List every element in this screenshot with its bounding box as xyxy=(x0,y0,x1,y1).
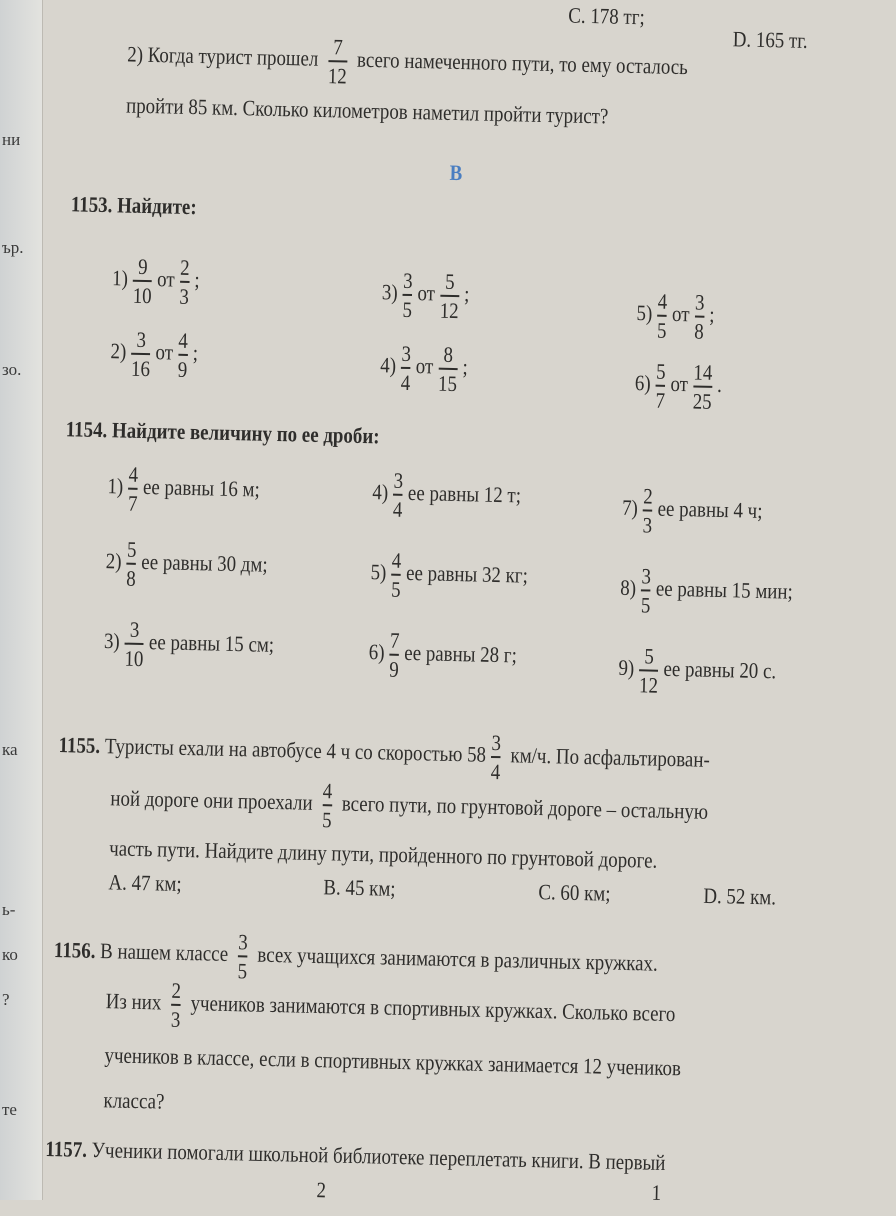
fraction-bar xyxy=(125,643,144,645)
fraction-bar xyxy=(440,295,459,297)
fraction-bar xyxy=(328,60,347,62)
text: Туристы ехали на автобусе 4 ч со скоростью 58 xyxy=(104,733,487,767)
answer-option-a: A. 47 км; xyxy=(108,869,182,896)
fraction xyxy=(657,290,668,342)
fraction-bar xyxy=(695,316,704,318)
text: всех учащихся занимаются в различных кружках. xyxy=(257,941,659,976)
partial-numerator: 2 xyxy=(316,1177,327,1203)
item-number: 2) xyxy=(110,338,127,364)
fraction xyxy=(171,979,182,1031)
of-word: от xyxy=(417,280,436,306)
fraction xyxy=(133,255,153,307)
problem-1156-line4: класса? xyxy=(103,1087,165,1114)
exercise-item xyxy=(110,327,199,381)
denominator: 5 xyxy=(402,296,413,322)
punctuation: ; xyxy=(192,339,199,366)
problem-title: Найдите величину по ее дроби: xyxy=(111,417,380,449)
fraction xyxy=(438,343,458,395)
fraction-bar xyxy=(390,654,399,656)
item-number: 3) xyxy=(103,628,121,654)
item-number: 1) xyxy=(107,473,124,499)
text: 2) Когда турист прошел xyxy=(127,41,319,71)
margin-fragment: ни xyxy=(2,130,21,149)
numerator: 3 xyxy=(641,563,652,589)
fraction-bar xyxy=(171,1004,180,1006)
exercise-item xyxy=(372,468,522,523)
item-number: 5) xyxy=(636,300,653,326)
exercise-item xyxy=(105,537,268,592)
item-text: ее равны 20 с. xyxy=(663,655,777,684)
text: учеников занимаются в спортивных кружках. Сколько всего xyxy=(190,990,676,1027)
item-text: ее равны 16 м; xyxy=(142,473,261,502)
fraction-bar xyxy=(639,669,658,671)
denominator: 4 xyxy=(392,496,403,522)
problem-number: 1153. xyxy=(70,191,113,218)
fraction xyxy=(237,930,248,982)
denominator: 7 xyxy=(127,490,138,516)
text: всего пути, по грунтовой дороге – остальную xyxy=(341,790,709,824)
numerator: 2 xyxy=(179,254,190,281)
numerator: 3 xyxy=(393,467,404,493)
fraction-bar xyxy=(322,804,331,806)
exercise-item xyxy=(107,462,260,517)
partial-numerator: 1 xyxy=(651,1179,662,1205)
denominator: 25 xyxy=(692,388,712,414)
exercise-item xyxy=(380,341,469,395)
fraction-bar xyxy=(128,488,137,490)
exercise-item xyxy=(618,644,777,699)
denominator: 10 xyxy=(124,645,144,671)
of-word: от xyxy=(670,370,689,397)
item-text: ее равны 28 г; xyxy=(404,639,518,668)
numerator: 7 xyxy=(332,34,344,60)
denominator: 4 xyxy=(490,758,501,784)
fraction xyxy=(178,329,189,381)
fraction xyxy=(402,269,413,321)
denominator: 9 xyxy=(389,656,400,682)
text: Ученики помогали школьной библиотеке переплетать книги. В первый xyxy=(91,1137,666,1176)
punctuation: ; xyxy=(463,281,470,307)
margin-fragment: ? xyxy=(2,990,10,1009)
numerator: 5 xyxy=(126,536,137,562)
margin-fragment: ко xyxy=(2,945,18,964)
margin-fragment: ка xyxy=(2,740,18,759)
denominator: 9 xyxy=(177,356,188,382)
item-text: ее равны 4 ч; xyxy=(657,495,763,523)
numerator: 4 xyxy=(322,778,333,804)
problem-number: 1156. xyxy=(53,936,96,963)
fraction xyxy=(126,538,137,590)
problem-title: Найдите: xyxy=(116,192,197,220)
fraction xyxy=(401,342,412,394)
exercise-item xyxy=(103,617,274,673)
numerator: 4 xyxy=(391,547,402,573)
text: В нашем классе xyxy=(99,938,229,966)
fraction xyxy=(641,564,652,616)
of-word: от xyxy=(156,266,175,292)
exercise-item xyxy=(112,254,201,308)
fraction-bar xyxy=(393,494,402,496)
problem-number: 1154. xyxy=(65,416,108,443)
item-number: 3) xyxy=(381,279,399,305)
fraction-bar xyxy=(656,385,665,387)
problem-1153-title xyxy=(71,191,197,220)
denominator: 3 xyxy=(179,283,190,309)
margin-fragment: ь- xyxy=(2,900,16,919)
fraction xyxy=(328,35,348,87)
numerator: 2 xyxy=(643,483,654,509)
answer-option-c: C. 60 км; xyxy=(538,879,611,906)
of-word: от xyxy=(671,300,690,327)
numerator: 3 xyxy=(136,326,147,353)
numerator: 3 xyxy=(491,729,502,756)
item-number: 5) xyxy=(370,559,387,585)
numerator: 2 xyxy=(171,977,182,1003)
problem-1157-line1 xyxy=(45,1136,666,1176)
denominator: 3 xyxy=(170,1006,181,1032)
fraction xyxy=(322,779,333,831)
item-text: ее равны 15 см; xyxy=(148,629,275,657)
exercise-item xyxy=(381,268,470,322)
denominator: 7 xyxy=(655,387,666,413)
problem-1155-line3: часть пути. Найдите длину пути, пройденного по грунтовой дороге. xyxy=(109,835,658,873)
fraction-bar xyxy=(491,756,500,758)
fraction-bar xyxy=(693,386,712,388)
numerator: 3 xyxy=(401,340,412,367)
fraction-bar xyxy=(131,353,150,355)
of-word: от xyxy=(155,339,174,365)
denominator: 12 xyxy=(638,671,659,698)
fraction-bar xyxy=(127,563,136,565)
option-d: D. 165 тг. xyxy=(732,26,808,53)
of-word: от xyxy=(415,353,434,379)
numerator: 7 xyxy=(389,627,400,653)
denominator: 10 xyxy=(132,282,152,308)
item-text: ее равны 32 кг; xyxy=(405,559,529,588)
denominator: 12 xyxy=(439,297,459,323)
denominator: 16 xyxy=(130,355,151,381)
problem-1154-title xyxy=(65,416,379,449)
denominator: 5 xyxy=(640,591,651,618)
fraction-bar xyxy=(180,281,189,283)
numerator: 3 xyxy=(129,616,140,642)
section-heading: B xyxy=(449,159,463,186)
fraction xyxy=(642,484,653,536)
fraction-bar xyxy=(133,280,152,282)
fraction xyxy=(693,360,713,412)
exercise-item xyxy=(636,289,715,342)
item-number: 6) xyxy=(634,370,652,396)
fraction xyxy=(124,618,144,670)
item-number: 4) xyxy=(380,352,397,378)
numerator: 8 xyxy=(443,341,454,368)
denominator: 5 xyxy=(237,957,248,984)
margin-fragment: те xyxy=(2,1100,17,1119)
denominator: 4 xyxy=(400,369,411,395)
item-number: 1) xyxy=(111,265,129,291)
item-number: 4) xyxy=(372,479,389,505)
fraction-bar xyxy=(641,589,650,591)
fraction-bar xyxy=(643,509,652,511)
numerator: 5 xyxy=(644,643,655,669)
item-text: ее равны 15 мин; xyxy=(655,575,794,604)
margin-fragment: зо. xyxy=(2,360,22,379)
exercise-item xyxy=(634,359,722,413)
fraction-bar xyxy=(403,294,412,296)
problem-1156-line3: учеников в классе, если в спортивных кружках занимается 12 учеников xyxy=(104,1042,682,1081)
fraction-bar xyxy=(657,315,666,317)
punctuation: ; xyxy=(709,301,715,327)
text: ной дороге они проехали xyxy=(110,785,313,815)
numerator: 9 xyxy=(137,253,148,280)
fraction xyxy=(491,731,502,783)
text: Из них xyxy=(105,988,162,1015)
fraction-bar xyxy=(238,955,247,957)
margin-fragment: ър. xyxy=(2,238,24,257)
numerator: 3 xyxy=(402,267,413,294)
item-number: 8) xyxy=(620,574,637,601)
fraction xyxy=(655,360,666,412)
punctuation: ; xyxy=(462,354,469,380)
punctuation: . xyxy=(716,371,723,398)
denominator: 12 xyxy=(327,62,348,89)
numerator: 4 xyxy=(128,461,139,487)
item-number: 2) xyxy=(105,548,122,574)
numerator: 5 xyxy=(444,268,455,295)
fraction xyxy=(391,549,402,601)
item-text: ее равны 12 т; xyxy=(407,479,522,508)
text: км/ч. По асфальтирован- xyxy=(510,742,711,772)
fraction xyxy=(440,270,460,322)
text: всего намеченного пути, то ему осталось xyxy=(356,46,689,80)
problem-number: 1157. xyxy=(45,1135,88,1162)
problem-2-line2: пройти 85 км. Сколько километров наметил пройти турист? xyxy=(125,92,609,129)
problem-2 xyxy=(127,31,689,95)
fraction xyxy=(393,469,404,521)
exercise-item xyxy=(368,628,517,683)
numerator: 3 xyxy=(238,929,249,955)
numerator: 14 xyxy=(693,359,713,385)
numerator: 4 xyxy=(178,327,189,353)
fraction xyxy=(389,629,400,681)
fraction-bar xyxy=(438,368,457,370)
answer-option-b: B. 45 км; xyxy=(323,874,396,901)
item-number: 6) xyxy=(368,639,385,665)
exercise-item xyxy=(620,564,794,620)
option-c: C. 178 тг; xyxy=(568,2,646,30)
numerator: 3 xyxy=(694,289,705,315)
fraction xyxy=(179,256,190,308)
item-text: ее равны 30 дм; xyxy=(141,548,268,577)
denominator: 5 xyxy=(656,317,667,343)
punctuation: ; xyxy=(194,267,201,293)
denominator: 3 xyxy=(642,511,653,538)
denominator: 5 xyxy=(390,576,401,602)
item-number: 9) xyxy=(618,654,635,681)
fraction-bar xyxy=(401,367,410,369)
denominator: 8 xyxy=(694,318,705,344)
fraction-bar xyxy=(391,574,400,576)
fraction-bar xyxy=(178,354,187,356)
exercise-item xyxy=(370,548,528,603)
exercise-item xyxy=(622,484,764,539)
problem-number: 1155. xyxy=(58,732,101,758)
fraction xyxy=(128,463,139,515)
fraction xyxy=(694,290,705,342)
fraction xyxy=(639,644,659,696)
answer-option-d: D. 52 км. xyxy=(703,882,777,910)
denominator: 5 xyxy=(321,806,332,832)
item-number: 7) xyxy=(621,494,639,521)
denominator: 15 xyxy=(437,370,458,396)
fraction xyxy=(131,328,151,380)
numerator: 4 xyxy=(657,288,668,314)
denominator: 8 xyxy=(126,565,137,591)
numerator: 5 xyxy=(655,358,666,384)
